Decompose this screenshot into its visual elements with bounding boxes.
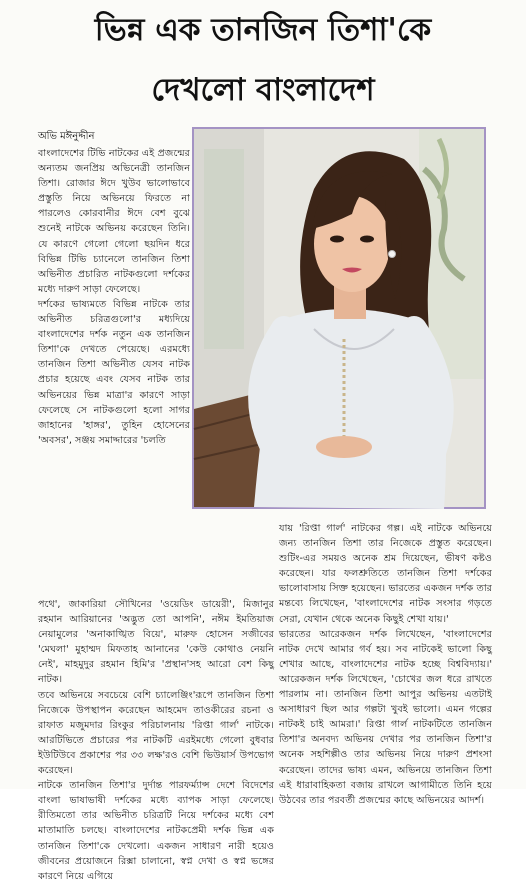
article-right-column [279,521,492,806]
byline: অভি মঈনুদ্দীন [38,131,95,142]
paragraph: ভারতের আরেকজন দর্শক লিখেছেন, 'বাংলাদেশের নাটক দেখে আমার গর্ব হয়। সব নাটকেই ভালো কিছু শেখার আছে, বাংলাদেশের নাটক হচ্ছে বিশ্ববিদ্যায়।' আরেকজন দর্শক লিখেছেন, 'চোখের জল ধরে রাখতে পারলাম না। তানজিন তিশা আপুর অভিনয় এতটাই অসাধারণ ছিল আর গল্পটা খুবই ভালো। এমন গল্পের নাটকই চাই আমরা।' রিপ্তা গার্ল নাটকটিতে তানজিন তিশা'র অনবদ্য অভিনয় দেখার পর তানজিন তিশা'র অনেক সহশিল্পীও তার অভিনয় নিয়ে দারুণ প্রশংসা করেছেন। তাদের ভাষ্য এমন, অভিনয়ে তানজিন তিশা এই ধারাবাহিকতা বজায় রাখলে আগামীতে তিনি হয়ে উঠবের তার পরবর্তী প্রজন্মের কাছে অভিনয়ের আদর্শ। [279,628,492,806]
headline-line-2: দেখলো বাংলাদেশ [151,72,375,108]
paragraph: পথে', জাকারিয়া সৌখিনের 'ওয়েডিং ডায়েরী', মিজানুর রহমান আরিয়ানের 'অদ্ভুত তো আপনি', নঈম ইমতিয়াজ নেয়ামুলের 'অনাকাঙ্খিত বিয়ে', মারুফ হোসেন সজীবের 'মেঘলা' মুহাম্মদ মিফতাহ আনানের 'কেউ কোথাও নেয়নি নেই', মাহমুদুর রহমান হিমি'র 'প্রস্থান'সহ আরো বেশ কিছু নাটক। [38,599,274,686]
woman-portrait-image [194,129,484,507]
paragraph: নাটকে তানজিন তিশা'র দুর্দান্ত পারফর্ম্যান্স দেশে বিদেশের বাংলা ভাষাভাষী দর্শকের মধ্যে ব্যাপক সাড়া ফেলেছে। রীতিমতো তার অভিনীত চরিত্রটি নিয়ে দর্শকের মধ্যে বেশ মাতামাতি চলছে। বাংলাদেশের নাটকপ্রেমী দর্শক ভিন্ন এক তানজিন তিশা'কে দেখলো। একজন সাধারণ নারী হয়েও জীবনের প্রয়োজনে রিক্সা চালানো, স্বপ্ন দেখা ও স্বপ্ন ভঙ্গের কারণে নিয়ে এগিয়ে [38,780,274,882]
article-wide-column [38,597,274,882]
paragraph: বাংলাদেশের টিভি নাটকের এই প্রজন্মের অন্যতম জনপ্রিয় অভিনেত্রী তানজিন তিশা। রোজার ঈদে খুউব ভালোভাবে প্রস্তুতি নিয়ে অভিনয়ে ফিরতে না পারলেও কোরবানীর ঈদে বেশ বুঝে শুনেই নাটকে অভিনয় করেছেন তিনি। যে কারণে গেলো গেলো ছয়দিন ধরে বিভিন্ন টিভি চ্যানেলে তানজিন তিশা অভিনীত প্রচারিত নাটকগুলো দর্শকের মধ্যে দারুণ সাড়া ফেলেছে। [38,148,190,295]
paragraph: তবে অভিনয়ে সবচেয়ে বেশি চ্যালেঞ্জিং'রূপে তানজিন তিশা নিজেকে উপস্থাপন করেছেন আহমেদ তাওকীরের রচনা ও রাফাত মজুমদার রিংকুর পরিচালনায় 'রিপ্তা গার্ল' নাটকে। আরটিভিতে প্রচারের পর নাটকটি এরইমধ্যে গেলো বুধবার ইউটিউবে প্রকাশের পর ৩৩ লক্ষ'রও বেশি ভিউয়ার্স উপভোগ করেছেন। [38,689,274,777]
paragraph: দর্শকের ভাষ্যমতে বিভিন্ন নাটকে তার অভিনীত চরিত্রগুলো'র মধ্যদিয়ে বাংলাদেশের দর্শক নতুন এক তানজিন তিশা'কে দেখতে পেয়েছে। এরমধ্যে তানজিন তিশা অভিনীত যেসব নাটক প্রচার হয়েছে এবং যেসব নাটক তার অভিনয়ের ভিন্ন মাত্রা'র কারণে সাড়া ফেলেছে সে নাটকগুলো হলো সাগর জাহানের 'হাঙ্গর', তুহিন হোসেনের 'অবসর', সঞ্জয় সমাদ্দারের 'চলতি [38,298,190,446]
headline-line-1: ভিন্ন এক তানজিন তিশা'কে [94,12,432,48]
article-photo [192,127,486,509]
paragraph: যায় 'রিপ্তা গার্ল' নাটকের গল্প। এই নাটকে অভিনয়ে জন্য তানজিন তিশা তার নিজেকে প্রস্তুত করেছেন। শুটিং-এর সময়ও অনেক শ্রম দিয়েছেন, ভীষণ কষ্টও করেছেন। যার ফলশ্রুতিতে তানজিন তিশা দর্শকের ভালোবাসায় সিক্ত হয়েছেন। ভারতের একজন দর্শক তার মন্তব্যে লিখেছেন, 'বাংলাদেশের নাটক সংসার গড়তে সেরা, যেখান থেকে অনেক কিছুই শেখা যায়।' [279,523,492,625]
article-left-column [38,146,190,596]
